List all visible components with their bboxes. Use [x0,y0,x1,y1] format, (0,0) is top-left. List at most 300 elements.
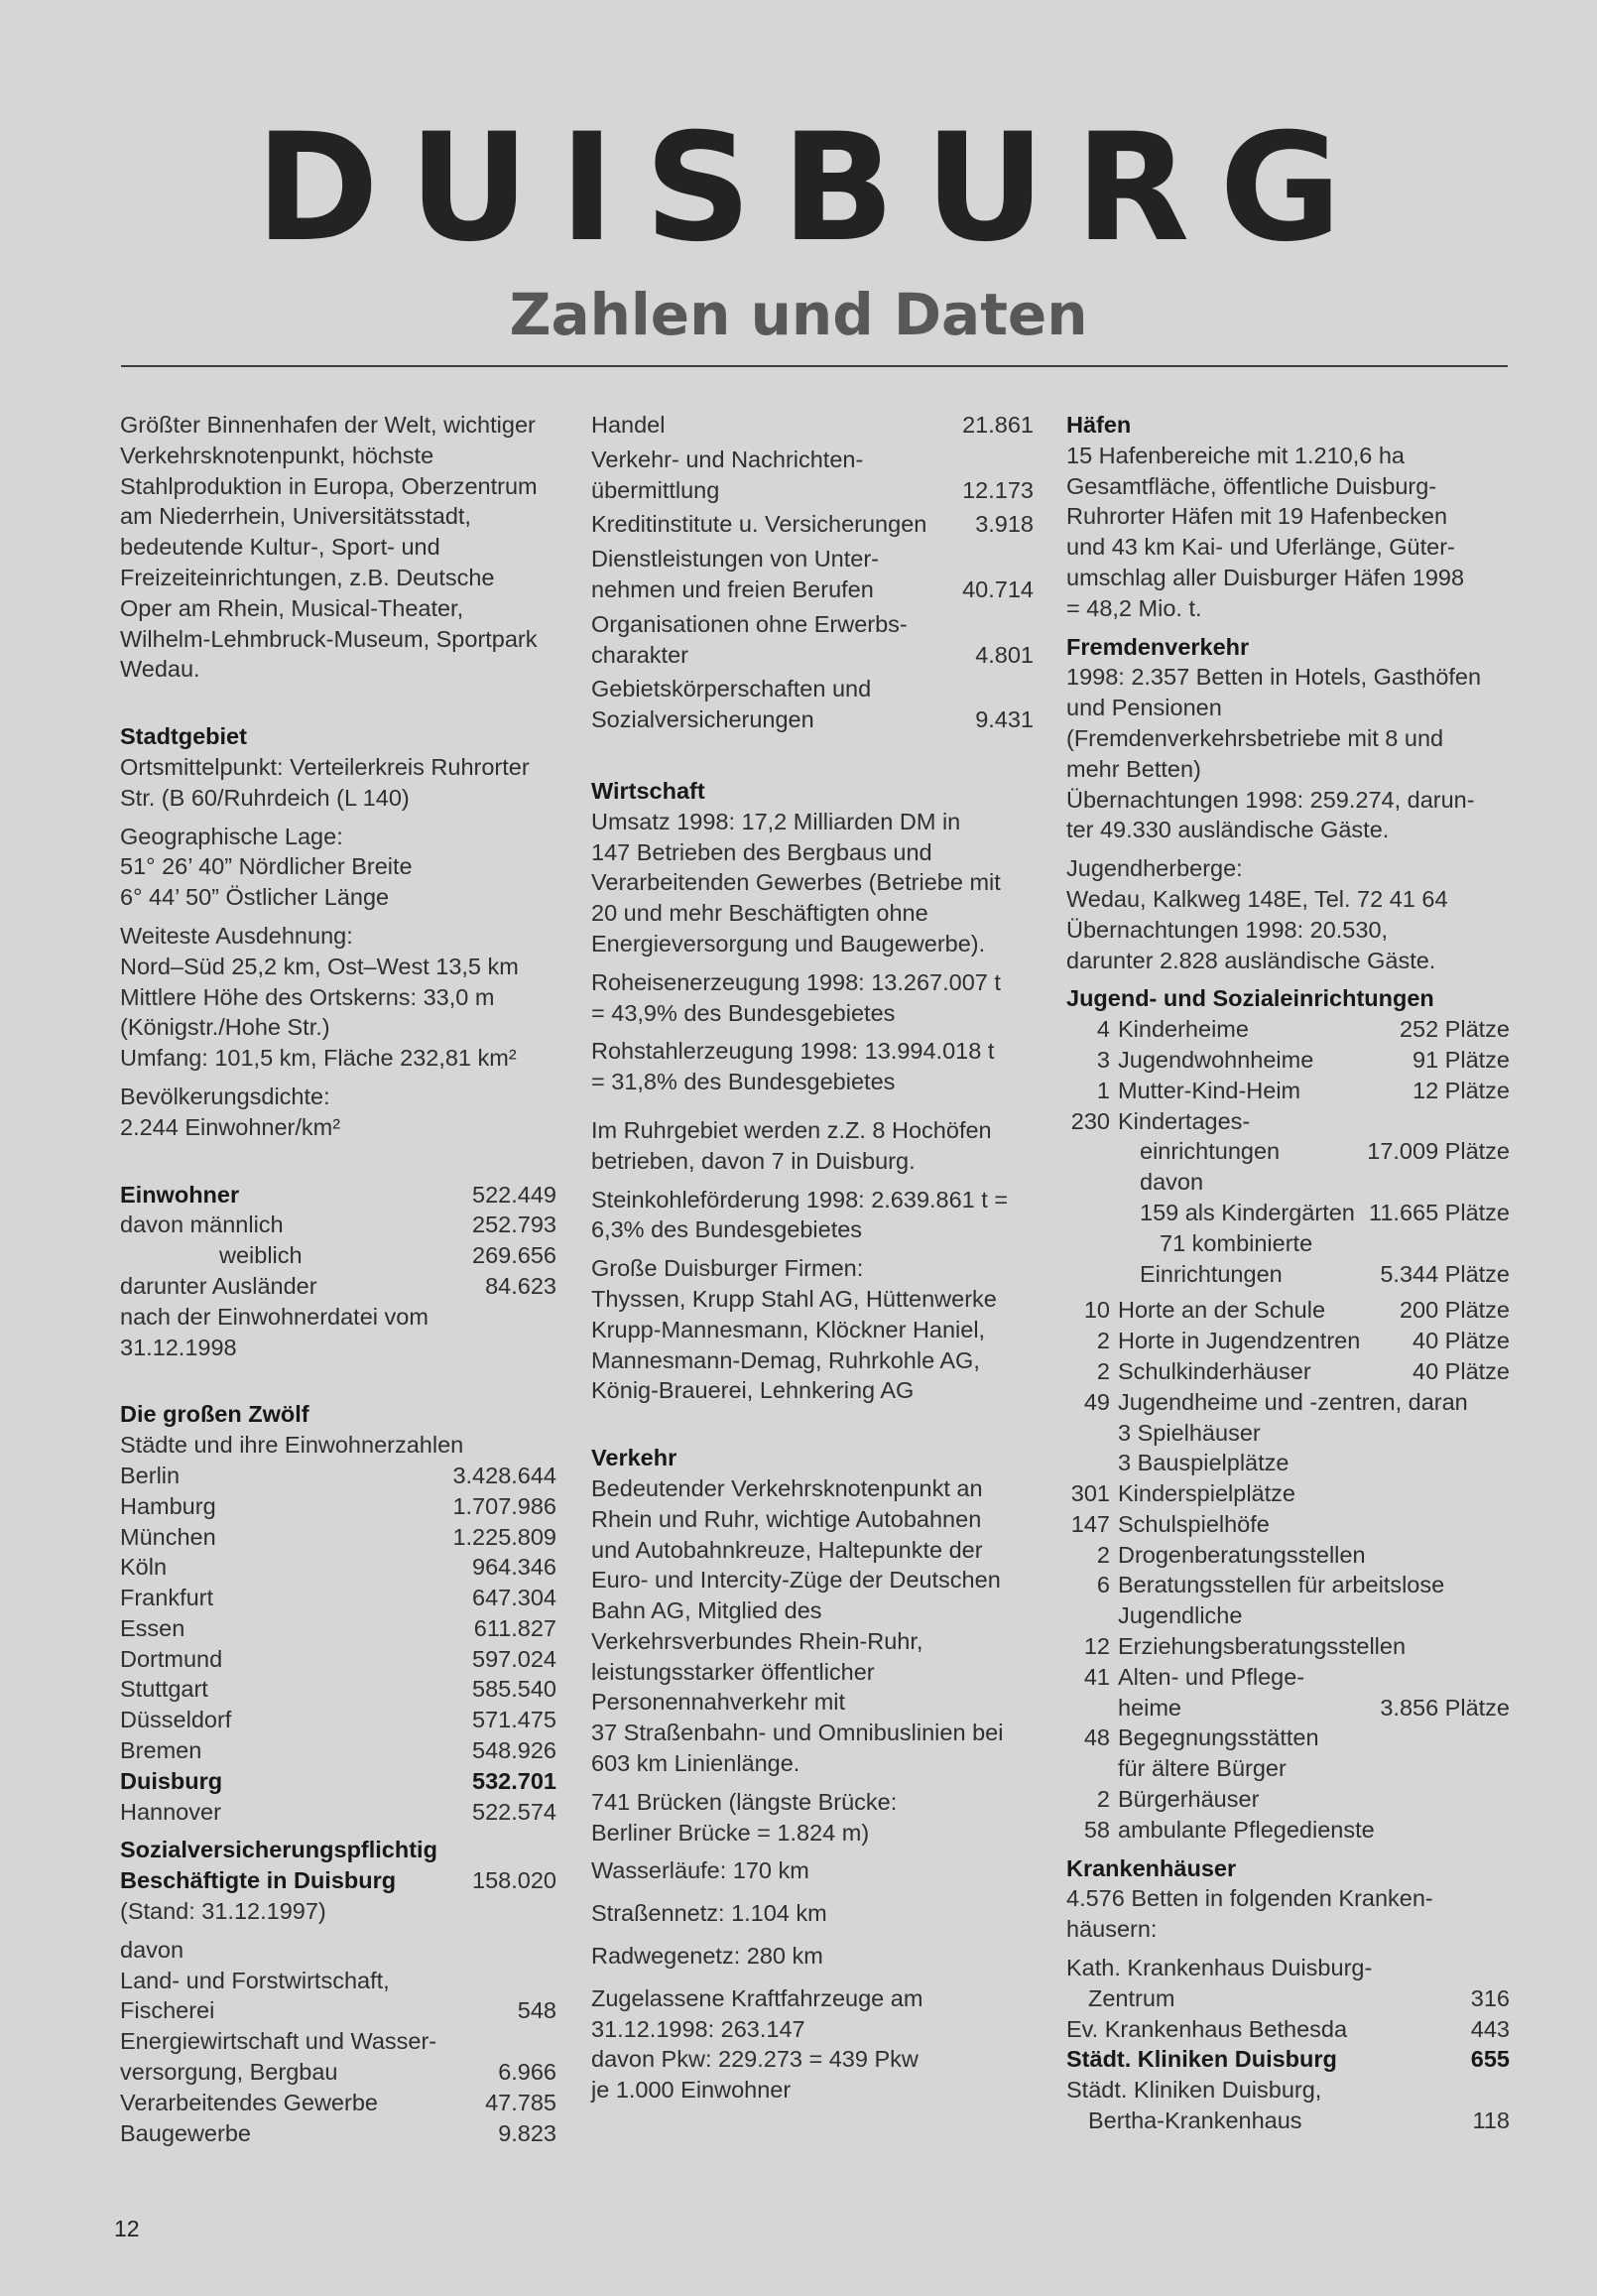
kfz-line: Zugelassene Kraftfahrzeuge am [591,1984,923,2011]
jugendherberge [1066,853,1510,975]
city-row-value: 647.304 [472,1585,556,1611]
jugend-item-label: Begegnungsstätten [1118,1724,1319,1751]
krankenhaus-row-value: 118 [1472,2107,1510,2134]
jugend-item-count: 1 [1096,1077,1110,1103]
jugend-item-count: 230 [1070,1107,1110,1134]
einwohner-row-label: davon männlich [120,1212,284,1238]
krankenhaus-row-value: 655 [1470,2046,1510,2073]
jugend-item-label: Jugendwohnheime [1118,1046,1314,1073]
city-row-value: 1.225.809 [452,1523,556,1550]
verkehr-line: und Autobahnkreuze, Haltepunkte der [591,1536,983,1563]
krankenhaus-row-label: Bertha-Krankenhaus [1088,2107,1302,2134]
sozial-row-value: 9.823 [498,2119,556,2146]
jugend-item-label: 71 kombinierte [1160,1229,1313,1256]
jugend-item [1066,1259,1510,1290]
zwoelf-table [120,1461,556,1828]
haefen-line: 15 Hafenbereiche mit 1.210,6 ha [1066,442,1405,468]
einwohner-note-line: 31.12.1998 [120,1334,237,1360]
city-row-label: München [120,1523,216,1550]
jugend-item-label: Alten- und Pflege- [1118,1663,1305,1690]
kranken-list [1066,1953,1510,2136]
city-row-value: 532.701 [472,1767,556,1794]
hochoefen [591,1115,1034,1177]
ausdehnung-line: Mittlere Höhe des Ortskerns: 33,0 m [120,983,495,1010]
verkehr-line: Rhein und Ruhr, wichtige Autobahnen [591,1505,982,1532]
city-row-label: Duisburg [120,1767,223,1794]
jugend-item-label: ambulante Pflegedienste [1118,1816,1375,1843]
jugend-item-label: Mutter-Kind-Heim [1118,1077,1301,1103]
sozial-energie-value: 6.966 [498,2059,556,2086]
wirtschaft-umsatz [591,807,1034,959]
jugend-item [1066,1136,1510,1167]
jugend-item [1066,1387,1510,1418]
roheisen [591,967,1034,1029]
ausdehnung-line: (Königstr./Hohe Str.) [120,1014,330,1041]
sozial-row [120,2118,556,2149]
fremden-line: Übernachtungen 1998: 259.274, darun- [1066,786,1475,813]
heading-haefen: Häfen [1066,412,1132,438]
jugendherberge-line: darunter 2.828 ausländische Gäste. [1066,947,1436,973]
intro-line: bedeutende Kultur-, Sport- und [120,534,440,561]
city-row-label: Düsseldorf [120,1707,232,1733]
jugend-item-places: 200 Plätze [1399,1297,1510,1324]
city-row-label: Hannover [120,1798,221,1825]
city-row-label: Essen [120,1614,185,1641]
jugend-item-label: einrichtungen [1140,1138,1281,1165]
branche-row [591,410,1034,441]
sozial-total: 158.020 [472,1867,556,1894]
jugend-item-label: Kindertages- [1118,1107,1251,1134]
ortsmittelpunkt-line: Ortsmittelpunkt: Verteilerkreis Ruhrorter [120,753,530,780]
jugend-item-count: 3 [1096,1046,1110,1073]
jugend-item [1066,1418,1510,1449]
verkehr-line: Verkehrsverbundes Rhein-Ruhr, [591,1627,923,1654]
jugend-item-label: Bürgerhäuser [1118,1786,1260,1813]
city-row-label: Köln [120,1554,168,1581]
bevoelkerungsdichte [120,1082,556,1143]
heading-einwohner: Einwohner [120,1181,240,1208]
jugend-item [1066,1753,1510,1784]
jugend-item-label: 159 als Kindergärten [1140,1199,1355,1225]
city-row-label: Hamburg [120,1492,216,1519]
jugend-item [1066,1693,1510,1723]
city-row-value: 571.475 [472,1707,556,1733]
jugend-item-label: Kinderheime [1118,1016,1249,1043]
firmen-line: Thyssen, Krupp Stahl AG, Hüttenwerke [591,1285,997,1312]
column-1 [120,410,556,2148]
city-row [120,1674,556,1705]
fremden-line: mehr Betten) [1066,755,1201,782]
jugend-item [1066,1784,1510,1815]
krankenhaus-row-value: 443 [1470,2015,1510,2042]
title-rule [121,365,1508,367]
firmen-line: Große Duisburger Firmen: [591,1255,864,1282]
jugend-item [1066,1478,1510,1509]
city-row [120,1735,556,1766]
einwohner-row [120,1210,556,1240]
jugend-item [1066,1448,1510,1478]
rohstahl [591,1036,1034,1097]
einwohner-total-row [120,1180,556,1211]
jugend-item-count: 49 [1083,1388,1110,1415]
intro-line: Wilhelm-Lehmbruck-Museum, Sportpark [120,625,538,652]
umsatz-line: 147 Betrieben des Bergbaus und [591,838,932,865]
jugend-item [1066,1198,1510,1228]
kranken-intro-line: 4.576 Betten in folgenden Kranken- [1066,1885,1433,1912]
jugend-item-count: 2 [1096,1786,1110,1813]
branche-row-label: Sozialversicherungen [591,706,814,733]
jugend-item [1066,1167,1510,1198]
geographische-lage [120,822,556,913]
heading-fremdenverkehr: Fremdenverkehr [1066,633,1250,660]
jugend-item [1066,1228,1510,1259]
jugendherberge-line: Übernachtungen 1998: 20.530, [1066,916,1389,943]
haefen-line: Gesamtfläche, öffentliche Duisburg- [1066,472,1437,499]
branche-row-value: 40.714 [962,575,1034,602]
kfz-line: davon Pkw: 229.273 = 439 Pkw [591,2046,919,2073]
jugend-item [1066,1662,1510,1693]
jugend-item-label: Jugendheime und -zentren, daran [1118,1388,1468,1415]
jugendherberge-line: Wedau, Kalkweg 148E, Tel. 72 41 64 [1066,885,1448,912]
heading-sozial-1: Sozialversicherungspflichtig [120,1837,437,1863]
einwohner-total: 522.449 [472,1181,556,1208]
haefen-line: umschlag aller Duisburger Häfen 1998 [1066,564,1465,590]
column-3 [1066,410,1510,2136]
jugend-item-label: Erziehungsberatungsstellen [1118,1633,1407,1660]
jugend-item [1066,1295,1510,1326]
intro-line: Freizeiteinrichtungen, z.B. Deutsche [120,564,495,590]
strassennetz: Straßennetz: 1.104 km [591,1900,827,1927]
jugend-item-places: 11.665 Plätze [1369,1199,1510,1225]
sozial-energie-1: Energiewirtschaft und Wasser- [120,2028,437,2055]
sozial-energie-2: versorgung, Bergbau [120,2059,338,2086]
city-row-value: 3.428.644 [452,1462,556,1488]
city-row [120,1583,556,1613]
ausdehnung-line: Nord–Süd 25,2 km, Ost–West 13,5 km [120,953,519,979]
ausdehnung-line: Umfang: 101,5 km, Fläche 232,81 km² [120,1045,517,1072]
city-row-label: Berlin [120,1462,181,1488]
einwohner-rows [120,1210,556,1301]
kraftfahrzeuge [591,1983,1034,2105]
jugend-item [1066,1570,1510,1600]
branche-row-value: 9.431 [975,706,1034,733]
sozial-row-label: Verarbeitendes Gewerbe [120,2089,378,2115]
branche-row-label: übermittlung [591,476,720,503]
city-row-value: 964.346 [472,1554,556,1581]
wasserlaeufe: Wasserläufe: 170 km [591,1857,809,1884]
ausdehnung [120,921,556,1074]
city-row-label: Dortmund [120,1645,223,1672]
sozial-stand: (Stand: 31.12.1997) [120,1898,326,1925]
city-row [120,1644,556,1675]
krankenhaus-row [1066,2014,1510,2045]
heading-verkehr: Verkehr [591,1445,677,1471]
jugend-item-label: Schulspielhöfe [1118,1510,1270,1537]
krankenhaus-row [1066,2044,1510,2075]
branche-row [591,640,1034,671]
umsatz-line: Verarbeitenden Gewerbes (Betriebe mit [591,869,1001,896]
branche-row [591,704,1034,735]
city-row-value: 611.827 [473,1614,556,1641]
fremden-line: 1998: 2.357 Betten in Hotels, Gasthöfen [1066,664,1482,691]
jugend-item-places: 91 Plätze [1413,1046,1510,1073]
ortsmittelpunkt [120,752,556,814]
branche-row-value: 3.918 [975,511,1034,538]
krankenhaus-row-label: Städt. Kliniken Duisburg [1066,2046,1337,2073]
heading-jugend-sozial: Jugend- und Sozialeinrichtungen [1066,985,1434,1012]
rohstahl-line: = 31,8% des Bundesgebietes [591,1069,896,1095]
intro-line: Stahlproduktion in Europa, Oberzentrum [120,472,538,499]
geo-line: Geographische Lage: [120,823,343,849]
city-row [120,1552,556,1583]
jugend-item [1066,1600,1510,1631]
intro-line: am Niederrhein, Universitätsstadt, [120,503,471,530]
city-row-label: Bremen [120,1737,202,1764]
umsatz-line: Energieversorgung und Baugewerbe). [591,930,986,957]
jugend-item-label: Kinderspielplätze [1118,1480,1295,1507]
jugendherberge-line: Jugendherberge: [1066,855,1243,882]
ortsmittelpunkt-line: Str. (B 60/Ruhrdeich (L 140) [120,784,410,811]
geo-line: 6° 44’ 50” Östlicher Länge [120,884,390,911]
jugend-item-label: Horte in Jugendzentren [1118,1328,1361,1354]
jugend-item-label: für ältere Bürger [1118,1755,1287,1782]
jugend-item-count: 58 [1083,1816,1110,1843]
steinkohle [591,1185,1034,1246]
intro-text [120,410,556,685]
jugend-item [1066,1540,1510,1571]
verkehr-line: Personennahverkehr mit [591,1689,846,1716]
city-row-value: 522.574 [472,1798,556,1825]
jugend-item-places: 252 Plätze [1399,1016,1510,1043]
krankenhaus-row-label: Städt. Kliniken Duisburg, [1066,2077,1322,2104]
jugend-item-count: 41 [1083,1663,1110,1690]
sozial-davon: davon [120,1936,184,1963]
jugend-item-label: heime [1118,1694,1182,1721]
verkehr-line: leistungsstarker öffentlicher [591,1658,875,1685]
haefen-line: und 43 km Kai- und Uferlänge, Güter- [1066,534,1455,561]
jugend-item-label: davon [1140,1169,1204,1196]
sozial-energie-row [120,2057,556,2088]
umsatz-line: Umsatz 1998: 17,2 Milliarden DM in [591,808,961,834]
intro-line: Größter Binnenhafen der Welt, wichtiger [120,412,536,438]
umsatz-line: 20 und mehr Beschäftigten ohne [591,900,928,927]
firmen-line: Mannesmann-Demag, Ruhrkohle AG, [591,1346,980,1373]
jugend-item-label: Drogenberatungsstellen [1118,1541,1366,1568]
einwohner-note-line: nach der Einwohnerdatei vom [120,1303,429,1330]
branche-row-label: Organisationen ohne Erwerbs- [591,610,908,637]
jugend-item [1066,1326,1510,1356]
city-row [120,1766,556,1797]
jugend-list-1 [1066,1014,1510,1289]
krankenhaus-row [1066,2105,1510,2136]
jugend-item-places: 17.009 Plätze [1367,1138,1510,1165]
sozial-land-1: Land- und Forstwirtschaft, [120,1967,390,1993]
bruecken-line: 741 Brücken (längste Brücke: [591,1788,898,1815]
jugend-item-label: Horte an der Schule [1118,1297,1326,1324]
jugend-item-label: Schulkinderhäuser [1118,1357,1311,1384]
verkehr-line: Bedeutender Verkehrsknotenpunkt an [591,1474,983,1501]
geo-line: 51° 26’ 40” Nördlicher Breite [120,853,413,880]
fremden-line: ter 49.330 ausländische Gäste. [1066,817,1390,843]
city-row [120,1613,556,1644]
jugend-item-count: 10 [1083,1297,1110,1324]
jugend-item-places: 40 Plätze [1413,1328,1510,1354]
krankenhaus-row [1066,1983,1510,2014]
jugend-item [1066,1106,1510,1137]
sozial-land-2: Fischerei [120,1997,215,2024]
jugend-item-count: 6 [1096,1572,1110,1598]
branchen-table [591,410,1034,739]
jugend-item [1066,1509,1510,1540]
einwohner-row-value: 269.656 [472,1242,556,1269]
city-row [120,1705,556,1735]
einwohner-note [120,1302,556,1363]
sozial-land-value: 548 [517,1997,556,2024]
steinkohle-line: 6,3% des Bundesgebietes [591,1216,863,1243]
fremdenverkehr-text [1066,662,1510,845]
page-subtitle: Zahlen und Daten [509,281,1088,348]
city-row-label: Stuttgart [120,1676,208,1703]
city-row-value: 1.707.986 [452,1492,556,1519]
branche-row-label: nehmen und freien Berufen [591,575,874,602]
haefen-line: = 48,2 Mio. t. [1066,594,1202,621]
jugend-item-count: 12 [1083,1633,1110,1660]
kfz-line: 31.12.1998: 263.147 [591,2015,805,2042]
ausdehnung-line: Weiteste Ausdehnung: [120,922,353,949]
krankenhaus-row-label: Kath. Krankenhaus Duisburg- [1066,1955,1373,1981]
intro-line: Oper am Rhein, Musical-Theater, [120,594,464,621]
verkehr-line: Bahn AG, Mitglied des [591,1597,822,1624]
branche-row-label: Dienstleistungen von Unter- [591,546,879,573]
einwohner-row [120,1271,556,1302]
branche-row [591,509,1034,540]
city-row-value: 597.024 [472,1645,556,1672]
jugend-item [1066,1722,1510,1753]
jugend-list-2 [1066,1295,1510,1845]
intro-line: Verkehrsknotenpunkt, höchste [120,442,434,468]
steinkohle-line: Steinkohleförderung 1998: 2.639.861 t = [591,1186,1009,1212]
jugend-item-label: Einrichtungen [1140,1260,1283,1287]
heading-stadtgebiet: Stadtgebiet [120,723,247,750]
jugend-item [1066,1076,1510,1106]
roheisen-line: = 43,9% des Bundesgebietes [591,999,896,1026]
heading-wirtschaft: Wirtschaft [591,777,705,804]
jugend-item-count: 48 [1083,1724,1110,1751]
branche-row-label: Kreditinstitute u. Versicherungen [591,511,927,538]
krankenhaus-row-label: Ev. Krankenhaus Bethesda [1066,2015,1348,2042]
city-row [120,1491,556,1522]
sozial-row-label: Baugewerbe [120,2119,251,2146]
hochoefen-line: betrieben, davon 7 in Duisburg. [591,1147,916,1174]
krankenhaus-row-label: Zentrum [1088,1984,1175,2011]
einwohner-row-label: darunter Ausländer [120,1272,317,1299]
bruecken [591,1787,1034,1849]
verkehr-line: 37 Straßenbahn- und Omnibuslinien bei [591,1720,1004,1746]
dichte-line: Bevölkerungsdichte: [120,1083,330,1109]
roheisen-line: Roheisenerzeugung 1998: 13.267.007 t [591,968,1001,995]
fremden-line: (Fremdenverkehrsbetriebe mit 8 und [1066,724,1444,751]
jugend-item-places: 40 Plätze [1413,1357,1510,1384]
sozial-rows [120,2088,556,2149]
jugend-item-count: 4 [1096,1016,1110,1043]
haefen-text [1066,441,1510,624]
krankenhaus-row-value: 316 [1470,1984,1510,2011]
branche-row-label: Verkehr- und Nachrichten- [591,446,864,472]
page-title: DUISBURG [255,102,1372,275]
zwoelf-subtitle: Städte und ihre Einwohnerzahlen [120,1432,464,1459]
einwohner-row-label: weiblich [219,1242,303,1269]
kranken-intro [1066,1883,1510,1945]
jugend-item [1066,1014,1510,1045]
jugend-item-label: 3 Bauspielplätze [1118,1450,1290,1476]
dichte-line: 2.244 Einwohner/km² [120,1113,341,1140]
fremden-line: und Pensionen [1066,695,1222,721]
heading-krankenhaeuser: Krankenhäuser [1066,1854,1237,1881]
jugend-item-count: 147 [1070,1510,1110,1537]
firmen-line: König-Brauerei, Lehnkering AG [591,1377,915,1404]
branche-row-value: 12.173 [962,476,1034,503]
jugend-item [1066,1815,1510,1846]
kranken-intro-line: häusern: [1066,1916,1158,1943]
jugend-item-label: 3 Spielhäuser [1118,1419,1261,1446]
sozial-row-value: 47.785 [485,2089,556,2115]
jugend-item-places: 12 Plätze [1413,1077,1510,1103]
page-number: 12 [114,2216,140,2241]
city-row [120,1522,556,1553]
sozial-land-row [120,1995,556,2026]
branche-row [591,574,1034,605]
city-row-label: Frankfurt [120,1585,214,1611]
sozial-total-row [120,1865,556,1896]
verkehr-text [591,1473,1034,1779]
hochoefen-line: Im Ruhrgebiet werden z.Z. 8 Hochöfen [591,1116,992,1143]
haefen-line: Ruhrorter Häfen mit 19 Hafenbecken [1066,503,1448,530]
firmen-line: Krupp-Mannesmann, Klöckner Haniel, [591,1316,986,1342]
city-row-value: 548.926 [472,1737,556,1764]
jugend-item [1066,1356,1510,1387]
firmen [591,1253,1034,1406]
einwohner-row [120,1240,556,1271]
branche-row-label: Gebietskörperschaften und [591,676,872,702]
kfz-line: je 1.000 Einwohner [591,2077,792,2104]
jugend-item [1066,1631,1510,1662]
branche-row-label: Handel [591,412,666,438]
jugend-item-places: 3.856 Plätze [1380,1694,1510,1721]
jugend-item-label: Jugendliche [1118,1602,1243,1629]
jugend-item-label: Beratungsstellen für arbeitslose [1118,1572,1445,1598]
branche-row-label: charakter [591,641,688,668]
branche-row-value: 4.801 [975,641,1034,668]
radwegenetz: Radwegenetz: 280 km [591,1943,823,1970]
einwohner-row-value: 252.793 [472,1212,556,1238]
heading-sozial-2: Beschäftigte in Duisburg [120,1867,397,1894]
branche-row [591,475,1034,506]
bruecken-line: Berliner Brücke = 1.824 m) [591,1819,870,1846]
jugend-item [1066,1045,1510,1076]
branche-row-value: 21.861 [962,412,1034,438]
sozial-row [120,2088,556,2118]
heading-grosse-zwoelf: Die großen Zwölf [120,1401,309,1428]
jugend-item-places: 5.344 Plätze [1380,1260,1510,1287]
jugend-item-count: 301 [1070,1480,1110,1507]
column-2 [591,410,1034,2105]
verkehr-line: 603 km Linienlänge. [591,1750,800,1777]
intro-line: Wedau. [120,656,200,683]
city-row [120,1797,556,1828]
jugend-item-count: 2 [1096,1357,1110,1384]
jugend-item-count: 2 [1096,1328,1110,1354]
jugend-item-count: 2 [1096,1541,1110,1568]
